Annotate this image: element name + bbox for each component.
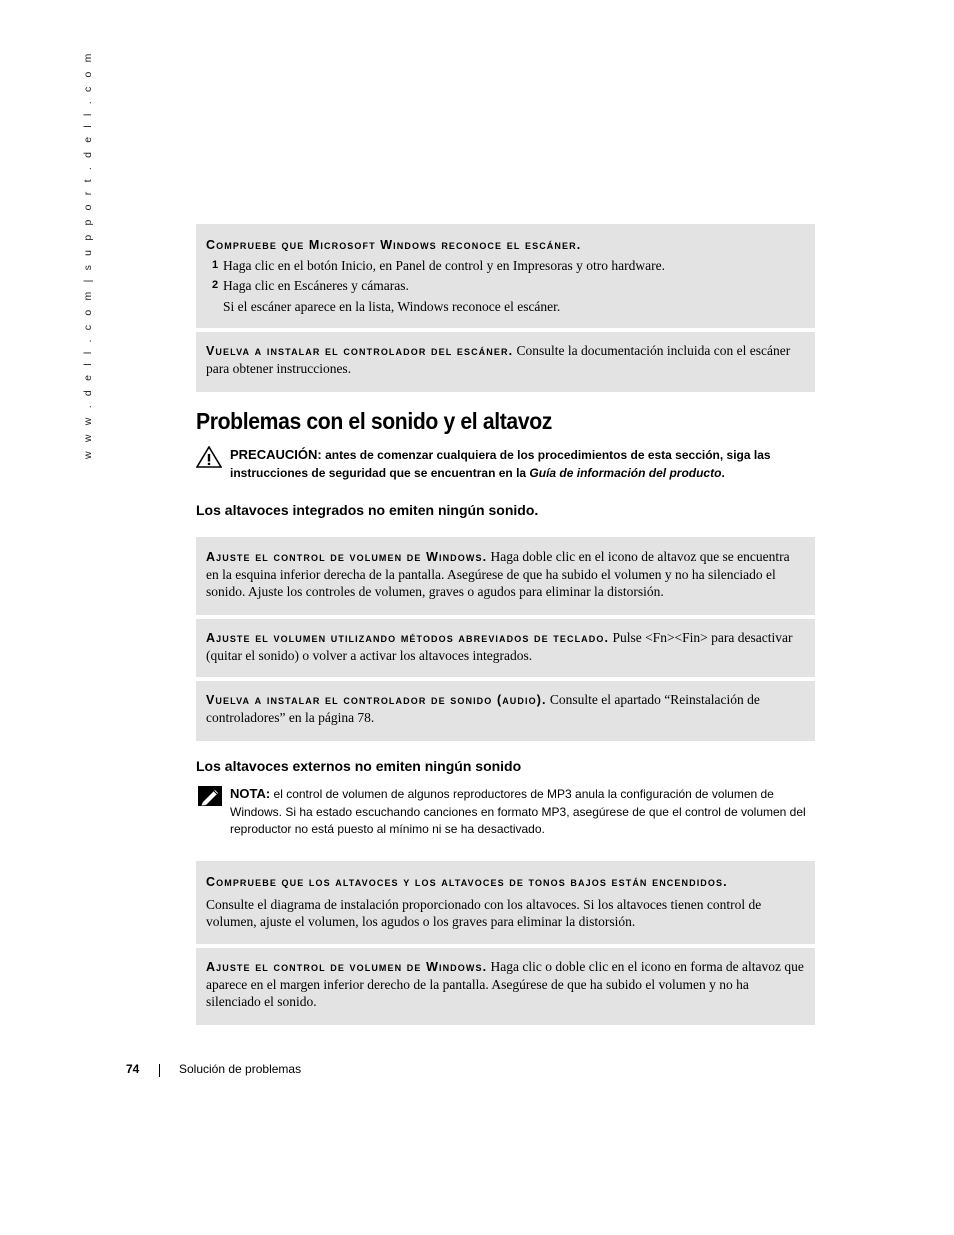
box-text: Haga clic o doble clic en el icono en forma de altavoz que aparece en el margen inferior derecho de la pantalla. Asegúrese de que ha subido el volumen y no ha silenciado el sonido. (206, 959, 804, 1009)
box-heading: Ajuste el volumen utilizando métodos abreviados de teclado. (206, 631, 610, 645)
warning-icon (196, 446, 222, 468)
subsection-title-external: Los altavoces externos no emiten ningún sonido (196, 758, 522, 774)
page-footer (126, 1062, 302, 1076)
ui-label: Panel de control (395, 258, 484, 273)
box-text: Consulte el apartado “Reinstalación de controladores” en la página 78. (206, 692, 760, 725)
pencil-note-icon (198, 786, 222, 806)
box-text: Haga doble clic en el icono de altavoz que se encuentra en la esquina inferior derecha de la pantalla. Asegúrese de que ha subido el volumen y no ha silenciado el sonido. Ajuste los controles de volumen, graves o agudos para eliminar la distorsión. (206, 549, 790, 599)
box-heading: Compruebe que los altavoces y los altavoces de tonos bajos están encendidos. (206, 875, 728, 889)
chapter-title: Solución de problemas (179, 1062, 302, 1076)
reinstall-scanner-box (196, 332, 815, 392)
box-text: Consulte la documentación incluida con el escáner para obtener instrucciones. (206, 343, 791, 376)
side-url: w w w . d e l l . c o m | s u p p o r t . d e l l . c o m (82, 50, 94, 459)
box-heading: Vuelva a instalar el controlador de sonido (audio). (206, 693, 547, 707)
box-text: Consulte el diagrama de instalación proporcionado con los altavoces. Si los altavoces tienen control de volumen, ajuste el volumen, los agudos o los graves para eliminar la distorsión. (206, 897, 762, 929)
windows-volume-box (196, 537, 815, 615)
caution-label: PRECAUCIÓN: (230, 447, 322, 462)
windows-volume-external-box (196, 948, 815, 1025)
footer-divider (159, 1064, 160, 1077)
ui-label: Escáneres y cámaras (293, 278, 406, 293)
step-number: 2 (212, 279, 219, 291)
subsection-title-integrated: Los altavoces integrados no emiten ningún sonido. (196, 502, 539, 518)
step-note: Si el escáner aparece en la lista, Windows reconoce el escáner. (223, 299, 561, 314)
product-guide-title: Guía de información del producto (529, 465, 722, 480)
page-number: 74 (126, 1062, 140, 1076)
step-number: 1 (212, 259, 219, 271)
box-text: Pulse <Fn><Fin> para desactivar (quitar el sonido) o volver a activar los altavoces integrados. (206, 630, 793, 663)
note-label: NOTA: (230, 786, 271, 801)
scanner-check-box (196, 224, 815, 328)
section-title: Problemas con el sonido y el altavoz (196, 408, 552, 434)
box-heading: Vuelva a instalar el controlador del escáner. (206, 344, 514, 358)
step-1: 1 Haga clic en el botón Inicio, en Panel de control y en Impresoras y otro hardware. (212, 258, 666, 273)
step-2: 2 Haga clic en Escáneres y cámaras. (212, 278, 409, 293)
box-heading: Ajuste el control de volumen de Windows. (206, 550, 488, 564)
mp3-note: NOTA: el control de volumen de algunos reproductores de MP3 anula la configuración de volumen de Windows. Si ha estado escuchando canciones en formato MP3, asegúrese de que el control de volumen del reproductor no está puesto al mínimo ni se ha desactivado. (196, 785, 816, 839)
keyboard-shortcut-box (196, 619, 815, 677)
box-heading: Ajuste el control de volumen de Windows. (206, 960, 488, 974)
ui-label: Inicio (341, 258, 373, 273)
scanner-check-heading: Compruebe que Microsoft Windows reconoce el escáner. (206, 238, 582, 252)
reinstall-audio-driver-box (196, 681, 815, 741)
speakers-on-box (196, 861, 815, 944)
ui-label: Impresoras y otro hardware (512, 258, 662, 273)
caution-note: PRECAUCIÓN: antes de comenzar cualquiera de los procedimientos de esta sección, siga las instrucciones de seguridad que se encuentran en la Guía de información del producto. (196, 446, 816, 482)
